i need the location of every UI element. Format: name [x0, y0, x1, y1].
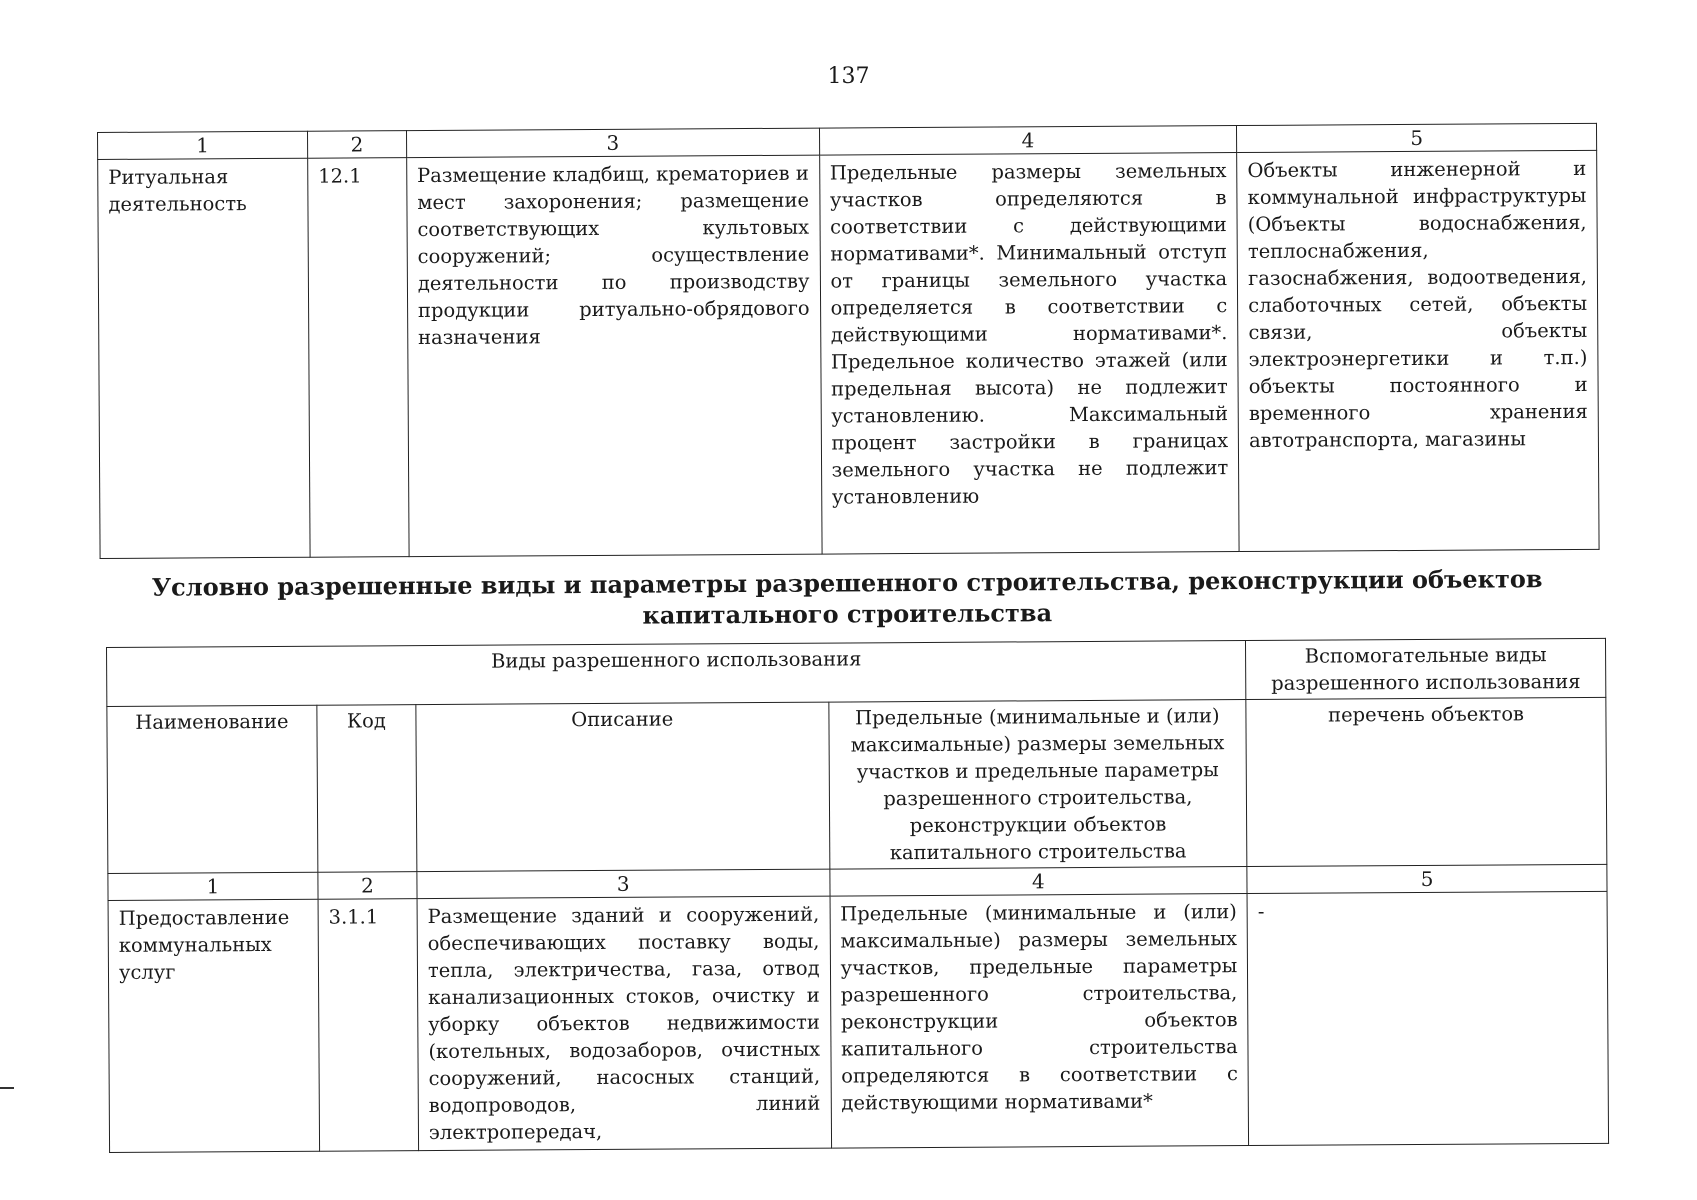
auxiliary-uses: Объекты инженерной и коммунальной инфраструктуры (Объекты водоснабжения, теплоснабжения, газоснабжения, водоотведения, слаботочных сетей, объекты связи, объекты электроэнергетики и т.п.) объекты постоянного и временного хранения автотранспорта, магазины: [1237, 150, 1599, 551]
auxiliary-objects: -: [1247, 891, 1608, 1145]
table-row: [98, 150, 1599, 558]
use-name: Предоставление коммунальных услуг: [108, 899, 320, 1152]
scan-edge-mark: [0, 1087, 14, 1089]
col-header-description: Описание: [416, 702, 830, 872]
use-description: Размещение зданий и сооружений, обеспечивающих поставку воды, тепла, электричества, газа, отвод канализационных стоков, очистку и уборку объектов недвижимости (котельных, водозаборов, очистных сооружений, насосных станций, водопроводов, линий электропередач,: [417, 896, 831, 1151]
use-description: Размещение кладбищ, крематориев и мест захоронения; размещение соответствующих культовых сооружений; осуществление деятельности по производству продукции ритуально-обрядового назначения: [407, 155, 822, 557]
col-number-3: 3: [417, 869, 830, 899]
col-number-2: 2: [318, 872, 417, 900]
main-uses-table: [97, 123, 1600, 559]
conditional-uses-table: [106, 638, 1609, 1153]
use-parameters: Предельные размеры земельных участков определяются в соответствии с действующими нормативами*. Минимальный отступ от границы земельного участка определяется в соответствии с действующими нормативами*. Предельное количество этажей (или предельная высота) не подлежит установлению. Максимальный процент застройки в границах земельного участка не подлежит установлению: [819, 153, 1239, 555]
use-parameters: Предельные (минимальные и (или) максимальные) размеры земельных участков, предельные параметры разрешенного строительства, реконструкции объектов капитального строительства определяются в соответствии с действующими нормативами*: [830, 894, 1249, 1149]
col-header-objects: перечень объектов: [1246, 697, 1607, 866]
col-number-1: 1: [108, 872, 318, 900]
group-header-row: [107, 638, 1606, 706]
col-header-name: Наименование: [107, 705, 318, 873]
col-number-4: 4: [819, 126, 1237, 156]
use-code: 3.1.1: [318, 899, 418, 1152]
use-name: Ритуальная деятельность: [98, 158, 310, 558]
table-row: [108, 891, 1609, 1152]
col-number-1: 1: [98, 131, 308, 159]
page-number: 137: [827, 64, 870, 89]
col-header-code: Код: [317, 705, 417, 873]
col-number-4: 4: [829, 867, 1247, 897]
col-number-3: 3: [406, 128, 819, 158]
group-header-aux: Вспомогательные виды разрешенного использования: [1246, 638, 1606, 699]
group-header-main: Виды разрешенного использования: [107, 641, 1247, 707]
col-number-2: 2: [307, 131, 406, 159]
col-number-5: 5: [1237, 123, 1597, 152]
col-number-5: 5: [1247, 864, 1607, 893]
use-code: 12.1: [308, 158, 409, 558]
section-heading: Условно разрешенные виды и параметры разрешенного строительства, реконструкции объектов капитального строительства: [151, 564, 1543, 630]
column-header-row: [107, 697, 1607, 873]
col-header-params: Предельные (минимальные и (или) максимальные) размеры земельных участков и предельные параметры разрешенного строительства, реконструкции объектов капитального строительства: [828, 700, 1247, 870]
